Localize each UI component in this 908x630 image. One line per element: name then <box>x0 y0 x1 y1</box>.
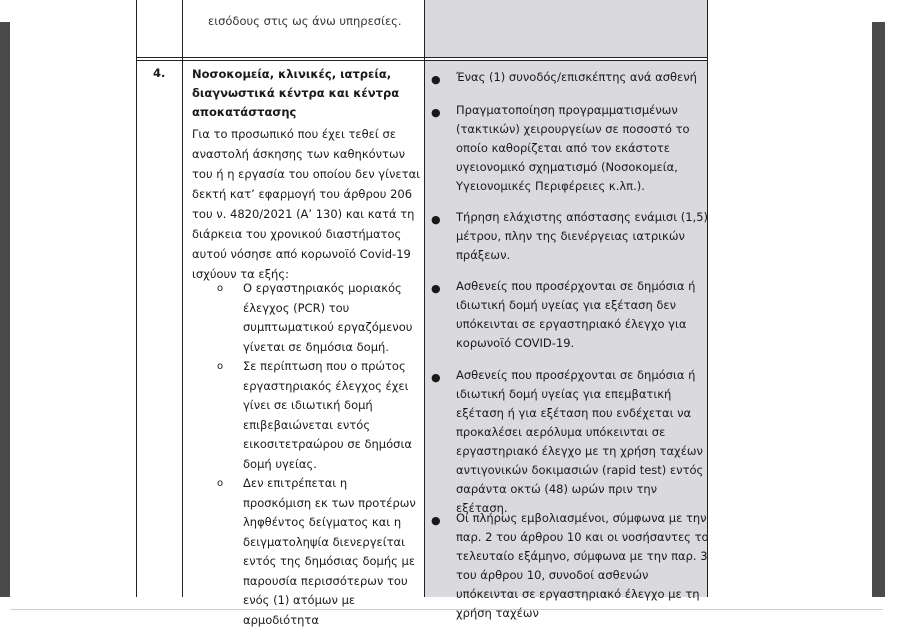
sub-list-item-text: Δεν επιτρέπεται η προσκόμιση εκ των προτέρων ληφθέντος δείγματος και η δειγματοληψία διενεργείται εντός της δημόσιας δομής με παρουσία περισσότερων του ενός (1) ατόμων με αρμοδιότητα <box>243 476 416 627</box>
bullet-dot-icon: ● <box>431 213 441 226</box>
measure-text: Πραγματοποίηση προγραμματισμένων (τακτικών) χειρουργείων σε ποσοστό το οποίο καθορίζεται από τον εκάστοτε υγειονομικό σχηματισμό (Νοσοκομεία, Υγειονομικές Περιφέρειες κ.λπ.). <box>456 103 690 193</box>
bullet-dot-icon: ● <box>431 282 441 295</box>
bullet-dot-icon: ● <box>431 73 441 86</box>
previous-row-text: εισόδους στις ως άνω υπηρεσίες. <box>208 14 402 28</box>
measure-text: Ένας (1) συνοδός/επισκέπτης ανά ασθενή <box>456 70 697 84</box>
row-separator-bottom <box>136 60 708 61</box>
row-separator-top <box>136 57 708 58</box>
sub-list-item-text: Σε περίπτωση που ο πρώτος εργαστηριακός έλεγχος έχει γίνει σε ιδιωτική δομή επιβεβαιώνεται εντός εικοσιτετραώρου σε δημόσια δομή υγείας. <box>243 359 412 471</box>
row-heading: Νοσοκομεία, κλινικές, ιατρεία, διαγνωστικά κέντρα και κέντρα αποκατάστασης <box>192 67 400 119</box>
bullet-dot-icon: ● <box>431 371 441 384</box>
row-intro-paragraph: Για το προσωπικό που έχει τεθεί σε αναστολή άσκησης των καθηκόντων του ή η εργασία του οποίου δεν γίνεται δεκτή κατ’ εφαρμογή του άρθρου 206 του ν. 4820/2021 (Α’ 130) και κατά τη διάρκεια του χρονικού διαστήματος αυτού νόσησε από κορωνοϊό Covid-19 ισχύουν τα εξής: <box>192 127 421 281</box>
bullet-dot-icon: ● <box>431 514 441 527</box>
measure-text: Οι πλήρως εμβολιασμένοι, σύμφωνα με την παρ. 2 του άρθρου 10 και οι νοσήσαντες το τελευταίο εξάμηνο, σύμφωνα με την παρ. 3 του άρθρου 10, συνοδοί ασθενών υπόκεινται σε εργαστηριακό έλεγχο με τη χρήση ταχέων <box>456 511 709 620</box>
previous-row-shaded-cell <box>424 0 707 57</box>
measure-text: Ασθενείς που προσέρχονται σε δημόσια ή ιδιωτική δομή υγείας για εξέταση δεν υπόκεινται σε εργαστηριακό έλεγχο για κορωνοϊό COVID-19. <box>456 279 696 350</box>
viewer-right-border <box>872 22 885 597</box>
sub-list-item-text: Ο εργαστηριακός μοριακός έλεγχος (PCR) του συμπτωματικού εργαζόμενου γίνεται σε δημόσια δομή. <box>243 281 413 354</box>
hollow-bullet-icon: o <box>217 283 224 294</box>
hollow-bullet-icon: o <box>217 478 224 489</box>
row-number: 4. <box>153 66 166 80</box>
bullet-dot-icon: ● <box>431 106 441 119</box>
hollow-bullet-icon: o <box>217 361 224 372</box>
viewer-bottom-divider <box>10 609 883 610</box>
table-border-left <box>136 0 137 597</box>
measure-text: Τήρηση ελάχιστης απόστασης ενάμισι (1,5) μέτρου, πλην της διενέργειας ιατρικών πράξεων. <box>456 210 709 262</box>
viewer-left-border <box>0 22 10 597</box>
table-border-middle <box>424 0 425 597</box>
measure-text: Ασθενείς που προσέρχονται σε δημόσια ή ιδιωτική δομή υγείας για επεμβατική εξέταση ή για εξέταση που ενδέχεται να προκαλέσει αερόλυμα υπόκεινται σε εργαστηριακό έλεγχο με τη χρήση ταχέων αντιγονικών δοκιμασιών (rapid test) εντός σαράντα οκτώ (48) ωρών πριν την εξέταση. <box>456 368 704 515</box>
document-page <box>10 0 872 627</box>
table-border-number-col <box>182 0 183 597</box>
